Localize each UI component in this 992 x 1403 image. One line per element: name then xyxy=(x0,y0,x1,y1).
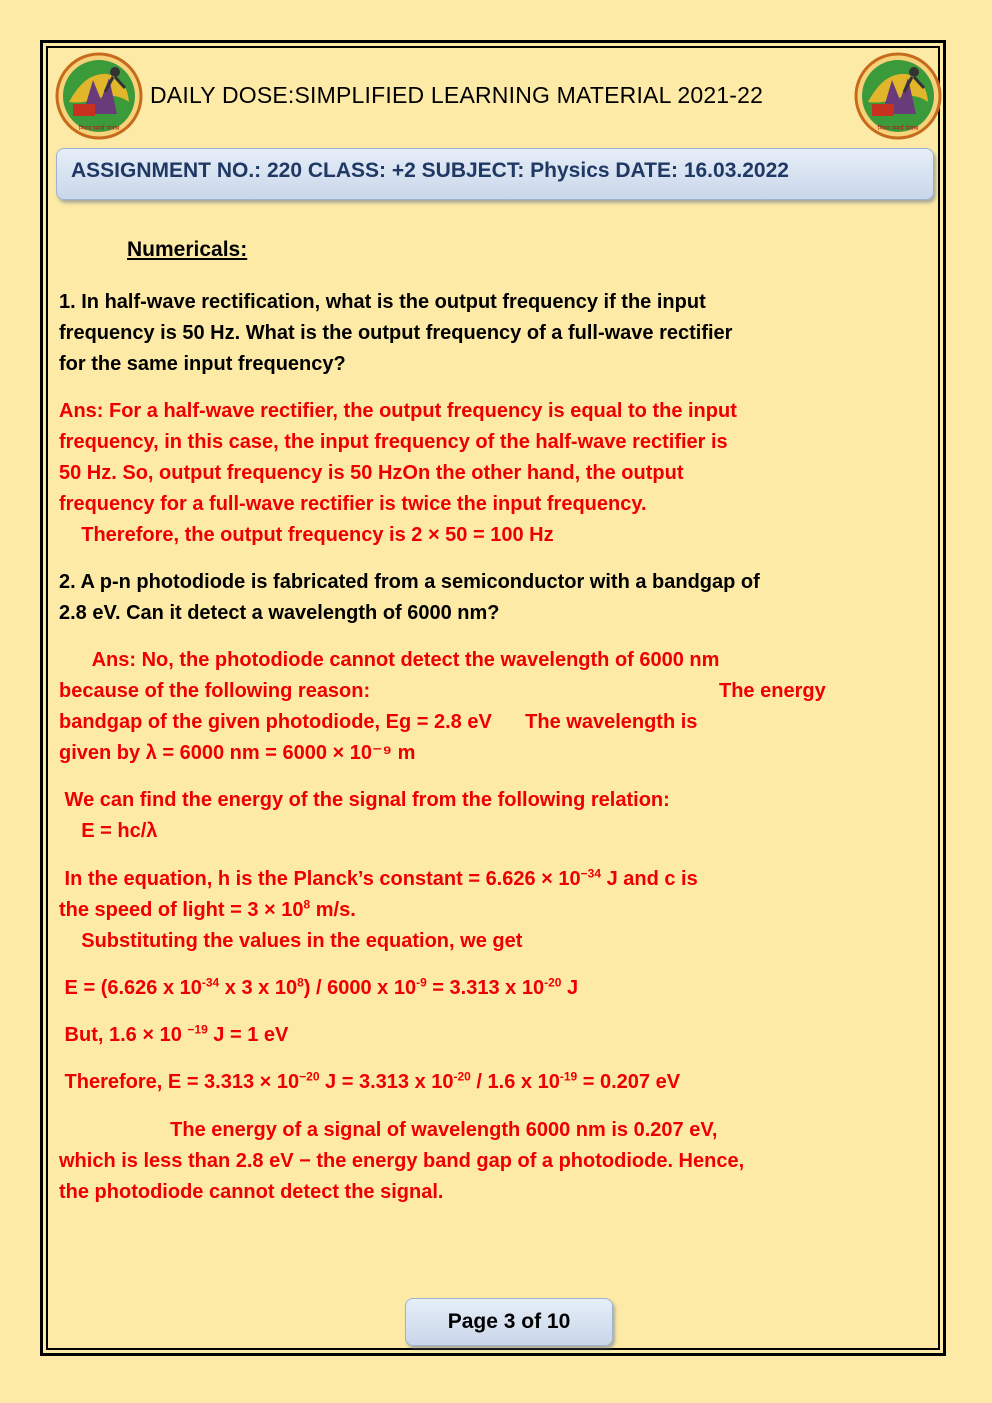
question-1: 1. In half-wave rectification, what is the output frequency if the input frequency is 50 Hz. What is the output frequency of a full-wave rectifier for the same input frequency? xyxy=(59,291,733,375)
assignment-bar xyxy=(56,148,934,200)
conclusion: The energy of a signal of wavelength 6000 nm is 0.207 eV, which is less than 2.8 eV − the energy band gap of a photodiode. Hence, the photodiode cannot detect the signal. xyxy=(59,1119,745,1203)
answer-2-part-1: Ans: No, the photodiode cannot detect the wavelength of 6000 nm because of the following reason: The energy bandgap of the given photodiode, Eg = 2.8 eV The wavelength is given by λ = 6000 nm = 6000 × 10⁻⁹ m xyxy=(59,649,826,764)
answer-2-part-2: We can find the energy of the signal from the following relation: E = hc/λ xyxy=(59,789,670,842)
section-heading: Numericals: xyxy=(127,238,248,261)
svg-text:मिशन समर्थ पंजाब: मिशन समर्थ पंजाब xyxy=(877,125,919,132)
header-title: DAILY DOSE:SIMPLIFIED LEARNING MATERIAL 2021-22 xyxy=(150,82,764,108)
page-number: Page 3 of 10 xyxy=(405,1298,613,1346)
question-2: 2. A p-n photodiode is fabricated from a semiconductor with a bandgap of 2.8 eV. Can it detect a wavelength of 6000 nm? xyxy=(59,571,760,624)
ev-conversion: But, 1.6 × 10 $^{-19}$ J = 1 eV xyxy=(59,1022,289,1046)
energy-equation: E = (6.626 x $10^{-34}$ x 3 x $10^8) / 6000$ x $10^{-9} = 3.313$ x $10^{-20}$ J xyxy=(59,975,579,999)
mission-logo-icon xyxy=(854,52,942,140)
answer-1: Ans: For a half-wave rectifier, the output frequency is equal to the input frequency, in this case, the input frequency of the half-wave rectifier is 50 Hz. So, output frequency is 50 HzOn the other hand, the output frequency for a full-wave rectifier is twice the input frequency. Therefore, the output frequency is 2 × 50 = 100 Hz xyxy=(59,400,737,546)
mission-logo-icon xyxy=(55,52,143,140)
answer-2-part-3: In the equation, h is the Planck’s constant = $6.626 \times 10^{-34}$ J and c is the speed of light = $3 \times 10^8$ m/s. Substituting the values in the equation, we get xyxy=(59,866,698,952)
svg-text:मिशन समर्थ पंजाब: मिशन समर्थ पंजाब xyxy=(78,125,120,132)
energy-in-ev: Therefore, $E = 3.313 \times 10^{-20}$ J = 3.313 x $10^{-20} / 1.6$ x $10^{-19} = 0.207$ eV xyxy=(59,1069,681,1093)
assignment-info: ASSIGNMENT NO.: 220 CLASS: +2 SUBJECT: Physics DATE: 16.03.2022 xyxy=(71,159,789,182)
